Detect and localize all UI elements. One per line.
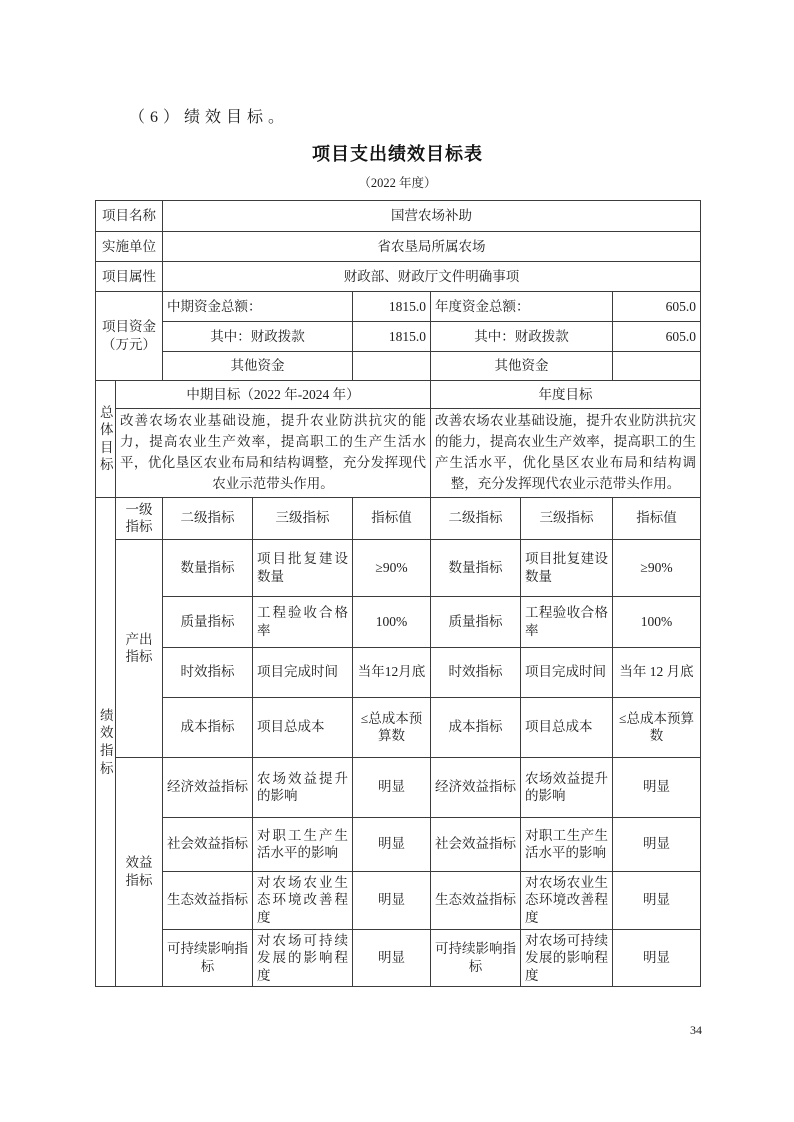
goal-header-row xyxy=(96,381,701,409)
value-cell: 明显 xyxy=(613,757,701,817)
l2-cell: 成本指标 xyxy=(163,697,253,757)
l2-cell: 生态效益指标 xyxy=(431,871,521,929)
implement-unit-row xyxy=(96,232,701,262)
value-header-mid: 指标值 xyxy=(353,497,431,539)
annual-other-value xyxy=(613,352,701,381)
midterm-fiscal-value: 1815.0 xyxy=(353,322,431,352)
value-cell: ≤总成本预算数 xyxy=(353,697,431,757)
l2-cell: 社会效益指标 xyxy=(431,817,521,871)
indicator-header-row xyxy=(96,497,701,539)
implement-unit-label: 实施单位 xyxy=(96,232,163,262)
l3-cell: 项目完成时间 xyxy=(521,647,613,697)
l2-cell: 经济效益指标 xyxy=(163,757,253,817)
value-cell: ≥90% xyxy=(613,539,701,596)
project-name-value: 国营农场补助 xyxy=(163,201,701,232)
value-cell: 明显 xyxy=(613,929,701,987)
indicator-row-cost xyxy=(96,697,701,757)
l2-cell: 社会效益指标 xyxy=(163,817,253,871)
l2-cell: 可持续影响指标 xyxy=(163,929,253,987)
indicator-row-economic xyxy=(96,757,701,817)
annual-goal-header: 年度目标 xyxy=(431,381,701,409)
l2-cell: 生态效益指标 xyxy=(163,871,253,929)
indicator-row-quantity xyxy=(96,539,701,596)
annual-goal-text: 改善农场农业基础设施，提升农业防洪抗灾的能力，提高农业生产效率，提高职工的生产生活水平，优化垦区农业布局和结构调整，充分发挥现代农业示范带头作用。 xyxy=(431,409,701,498)
funding-other-row xyxy=(96,352,701,381)
overall-goal-label: 总体目标 xyxy=(96,381,116,498)
value-cell: 明显 xyxy=(353,817,431,871)
l3-cell: 对职工生产生活水平的影响 xyxy=(521,817,613,871)
annual-total-value: 605.0 xyxy=(613,292,701,322)
l3-cell: 对农场农业生态环境改善程度 xyxy=(521,871,613,929)
performance-indicator-label: 绩效指标 xyxy=(96,497,116,987)
project-name-row xyxy=(96,201,701,232)
implement-unit-value: 省农垦局所属农场 xyxy=(163,232,701,262)
group-benefit-label: 效益指标 xyxy=(116,757,163,987)
l3-cell: 项目总成本 xyxy=(253,697,353,757)
l3-cell: 工程验收合格率 xyxy=(521,596,613,647)
indicator-row-quality xyxy=(96,596,701,647)
value-cell: 明显 xyxy=(613,817,701,871)
l2-cell: 数量指标 xyxy=(163,539,253,596)
level1-header: 一级指标 xyxy=(116,497,163,539)
l2-cell: 成本指标 xyxy=(431,697,521,757)
level2-header-mid: 二级指标 xyxy=(163,497,253,539)
funding-total-row xyxy=(96,292,701,322)
midterm-other-value xyxy=(353,352,431,381)
value-cell: 明显 xyxy=(353,871,431,929)
annual-other-label: 其他资金 xyxy=(431,352,613,381)
value-cell: 当年12月底 xyxy=(353,647,431,697)
funding-fiscal-row xyxy=(96,322,701,352)
annual-fiscal-value: 605.0 xyxy=(613,322,701,352)
l2-cell: 时效指标 xyxy=(163,647,253,697)
funding-label: 项目资金（万元） xyxy=(96,292,163,381)
value-cell: 明显 xyxy=(353,929,431,987)
level2-header-year: 二级指标 xyxy=(431,497,521,539)
l2-cell: 时效指标 xyxy=(431,647,521,697)
l3-cell: 项目完成时间 xyxy=(253,647,353,697)
value-cell: ≤总成本预算数 xyxy=(613,697,701,757)
value-header-year: 指标值 xyxy=(613,497,701,539)
value-cell: 明显 xyxy=(353,757,431,817)
midterm-total-value: 1815.0 xyxy=(353,292,431,322)
l3-cell: 对农场可持续发展的影响程度 xyxy=(253,929,353,987)
l2-cell: 可持续影响指标 xyxy=(431,929,521,987)
group-output-label: 产出指标 xyxy=(116,539,163,757)
l3-cell: 对农场农业生态环境改善程度 xyxy=(253,871,353,929)
annual-fiscal-label: 其中：财政拨款 xyxy=(431,322,613,352)
l3-cell: 农场效益提升的影响 xyxy=(521,757,613,817)
project-name-label: 项目名称 xyxy=(96,201,163,232)
indicator-row-ecological xyxy=(96,871,701,929)
l3-cell: 农场效益提升的影响 xyxy=(253,757,353,817)
document-content xyxy=(95,0,700,987)
midterm-goal-text: 改善农场农业基础设施，提升农业防洪抗灾的能力，提高农业生产效率，提高职工的生产生活水平，优化垦区农业布局和结构调整，充分发挥现代农业示范带头作用。 xyxy=(116,409,431,498)
project-attribute-value: 财政部、财政厅文件明确事项 xyxy=(163,262,701,292)
annual-total-label: 年度资金总额： xyxy=(431,292,613,322)
value-cell: 当年 12 月底 xyxy=(613,647,701,697)
goal-text-row xyxy=(96,409,701,498)
midterm-total-label: 中期资金总额： xyxy=(163,292,353,322)
l2-cell: 质量指标 xyxy=(163,596,253,647)
l3-cell: 对农场可持续发展的影响程度 xyxy=(521,929,613,987)
l2-cell: 质量指标 xyxy=(431,596,521,647)
indicator-row-social xyxy=(96,817,701,871)
level3-header-mid: 三级指标 xyxy=(253,497,353,539)
l3-cell: 项目总成本 xyxy=(521,697,613,757)
table-subtitle: （2022 年度） xyxy=(358,176,437,190)
section-heading: （6）绩效目标。 xyxy=(129,109,290,126)
l3-cell: 项目批复建设数量 xyxy=(253,539,353,596)
table-title: 项目支出绩效目标表 xyxy=(312,144,483,164)
l3-cell: 项目批复建设数量 xyxy=(521,539,613,596)
value-cell: 明显 xyxy=(613,871,701,929)
l2-cell: 数量指标 xyxy=(431,539,521,596)
project-attribute-label: 项目属性 xyxy=(96,262,163,292)
indicator-row-timeliness xyxy=(96,647,701,697)
value-cell: 100% xyxy=(353,596,431,647)
value-cell: 100% xyxy=(613,596,701,647)
value-cell: ≥90% xyxy=(353,539,431,596)
indicator-row-sustainable xyxy=(96,929,701,987)
performance-target-table xyxy=(95,200,701,987)
l3-cell: 工程验收合格率 xyxy=(253,596,353,647)
l2-cell: 经济效益指标 xyxy=(431,757,521,817)
page-number: 34 xyxy=(690,1023,702,1037)
midterm-goal-header: 中期目标（2022 年-2024 年） xyxy=(116,381,431,409)
level3-header-year: 三级指标 xyxy=(521,497,613,539)
midterm-other-label: 其他资金 xyxy=(163,352,353,381)
l3-cell: 对职工生产生活水平的影响 xyxy=(253,817,353,871)
midterm-fiscal-label: 其中：财政拨款 xyxy=(163,322,353,352)
project-attribute-row xyxy=(96,262,701,292)
